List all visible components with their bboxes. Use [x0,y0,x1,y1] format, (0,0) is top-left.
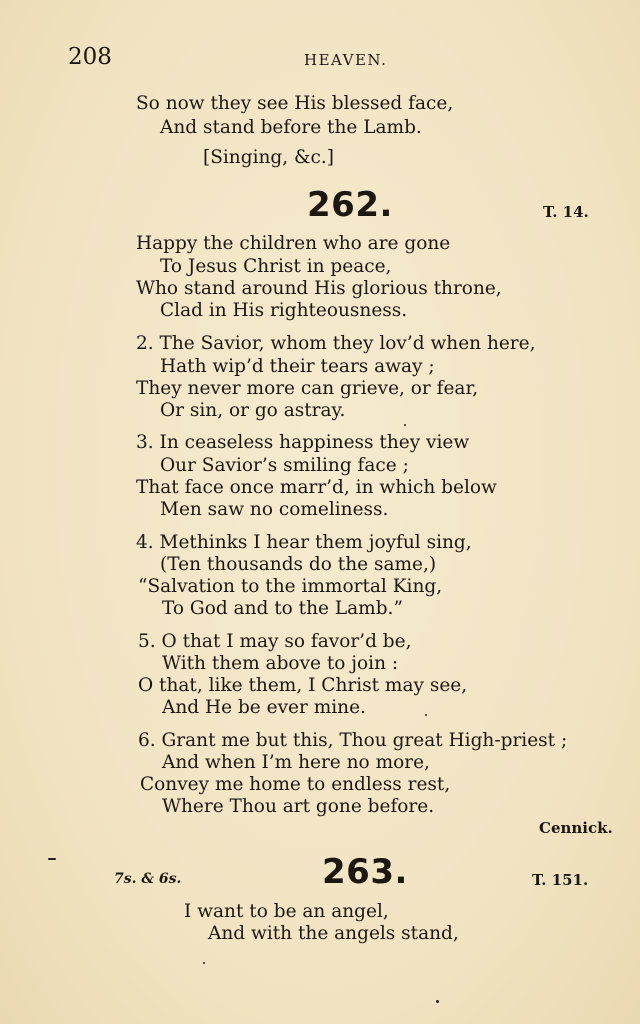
carryover-line: And stand before the Lamb. [160,117,422,138]
carryover-line: So now they see His blessed face, [136,93,454,114]
verse-line: And He be ever mine. [162,697,366,718]
tune-reference: T. 14. [543,203,589,221]
verse-line: And with the angels stand, [208,923,459,944]
refrain: [Singing, &c.] [203,147,334,168]
verse-line: 2. The Savior, whom they lov’d when here, [136,333,536,354]
verse-line: Clad in His righteousness. [160,300,408,321]
verse-line: Happy the children who are gone [136,233,451,254]
verse-line: That face once marr’d, in which below [136,477,497,498]
print-speck [203,962,205,964]
hymn-number: 263. [322,852,408,892]
verse-line: And when I’m here no more, [162,752,430,773]
verse-line: To Jesus Christ in peace, [160,256,392,277]
verse-line: Hath wip’d their tears away ; [160,356,435,377]
verse-line: They never more can grieve, or fear, [136,378,479,399]
print-speck [436,1000,439,1003]
verse-line: 5. O that I may so favor’d be, [138,631,412,652]
print-speck [425,714,427,716]
running-title: HEAVEN. [304,51,388,69]
verse-line: Our Savior’s smiling face ; [160,455,409,476]
verse-line: (Ten thousands do the same,) [160,554,437,575]
hymn-number: 262. [307,185,393,225]
tune-reference: T. 151. [532,871,589,889]
verse-line: Where Thou art gone before. [162,796,435,817]
verse-line: 3. In ceaseless happiness they view [136,432,470,453]
verse-line: “Salvation to the immortal King, [138,576,443,597]
print-speck [48,858,56,860]
verse-line: To God and to the Lamb.” [162,598,403,619]
verse-line: I want to be an angel, [184,901,389,922]
verse-line: Convey me home to endless rest, [140,774,451,795]
verse-line: Men saw no comeliness. [160,499,389,520]
verse-line: Who stand around His glorious throne, [136,278,502,299]
meter: 7s. & 6s. [114,871,182,887]
author-attribution: Cennick. [539,819,613,837]
verse-line: 6. Grant me but this, Thou great High-priest ; [138,730,568,751]
verse-line: With them above to join : [162,653,399,674]
verse-line: 4. Methinks I hear them joyful sing, [136,532,472,553]
verse-line: O that, like them, I Christ may see, [138,675,468,696]
print-speck [404,424,406,426]
page-number: 208 [68,44,112,70]
verse-line: Or sin, or go astray. [160,400,346,421]
